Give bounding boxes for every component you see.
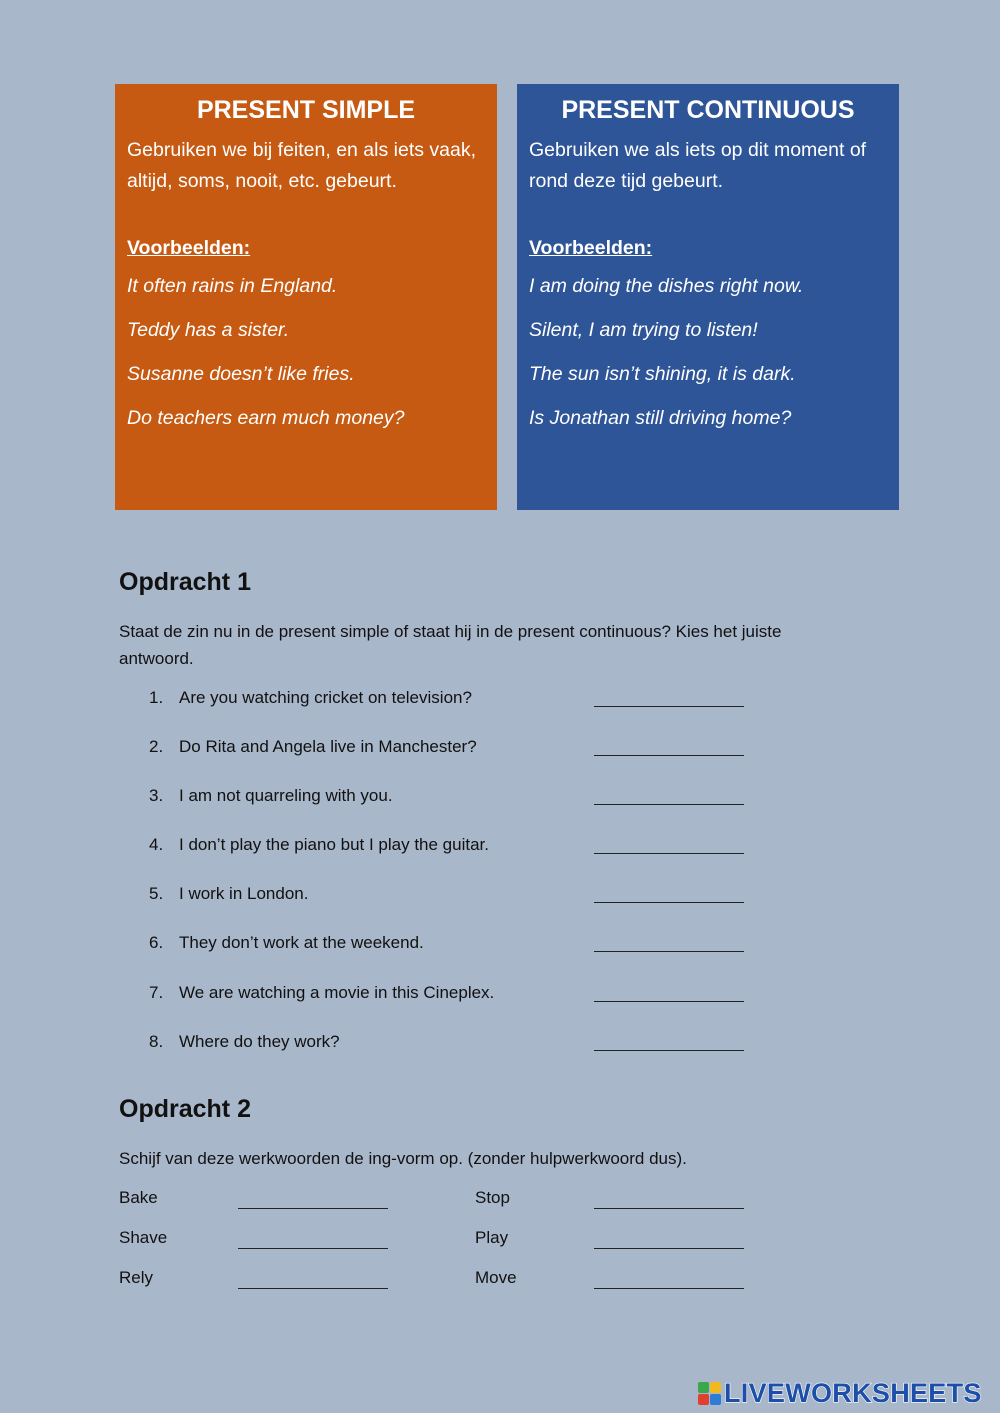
logo-square-green: [698, 1382, 709, 1393]
question-number: 7.: [149, 983, 164, 1002]
present-simple-box: [115, 84, 497, 510]
question-text: Are you watching cricket on television?: [179, 688, 472, 707]
answer-blank[interactable]: [594, 737, 744, 756]
present-continuous-description: Gebruiken we als iets op dit moment of rond deze tijd gebeurt.: [529, 139, 867, 192]
question-row: [149, 688, 749, 714]
present-continuous-example: Silent, I am trying to listen!: [529, 319, 758, 341]
verb-answer-blank[interactable]: [238, 1230, 388, 1249]
liveworksheets-logo: [698, 1376, 994, 1410]
verb-label: Bake: [119, 1188, 158, 1207]
present-simple-example: Do teachers earn much money?: [127, 407, 405, 429]
present-continuous-examples-label: Voorbeelden:: [529, 237, 653, 259]
present-continuous-example: I am doing the dishes right now.: [529, 275, 804, 297]
question-row: [149, 835, 749, 861]
question-number: 5.: [149, 884, 164, 903]
present-continuous-box: [517, 84, 899, 510]
answer-blank[interactable]: [594, 1032, 744, 1051]
question-text: They don’t work at the weekend.: [179, 933, 424, 952]
answer-blank[interactable]: [594, 933, 744, 952]
present-simple-example: Susanne doesn’t like fries.: [127, 363, 355, 385]
answer-blank[interactable]: [594, 786, 744, 805]
question-number: 6.: [149, 933, 164, 952]
answer-blank[interactable]: [594, 835, 744, 854]
question-row: [149, 884, 749, 910]
verb-answer-blank[interactable]: [594, 1190, 744, 1209]
question-text: Where do they work?: [179, 1032, 340, 1051]
question-number: 8.: [149, 1032, 164, 1051]
present-simple-examples-label: Voorbeelden:: [127, 237, 251, 259]
question-number: 1.: [149, 688, 164, 707]
verb-answer-blank[interactable]: [238, 1190, 388, 1209]
present-simple-description: Gebruiken we bij feiten, en als iets vaak, altijd, soms, nooit, etc. gebeurt.: [127, 139, 477, 192]
question-row: [149, 933, 749, 959]
verb-label: Play: [475, 1228, 509, 1247]
verb-answer-blank[interactable]: [594, 1270, 744, 1289]
question-row: [149, 983, 749, 1009]
answer-blank[interactable]: [594, 983, 744, 1002]
present-continuous-example: The sun isn’t shining, it is dark.: [529, 363, 796, 385]
question-row: [149, 737, 749, 763]
question-text: I don’t play the piano but I play the guitar.: [179, 835, 489, 854]
verb-label: Move: [475, 1268, 517, 1287]
verb-answer-blank[interactable]: [238, 1270, 388, 1289]
verb-label: Stop: [475, 1188, 510, 1207]
answer-blank[interactable]: [594, 688, 744, 707]
present-simple-example: It often rains in England.: [127, 275, 338, 297]
present-continuous-title: PRESENT CONTINUOUS: [561, 96, 855, 124]
present-continuous-example: Is Jonathan still driving home?: [529, 407, 792, 429]
verb-label: Rely: [119, 1268, 154, 1287]
verb-answer-blank[interactable]: [594, 1230, 744, 1249]
logo-icon: [698, 1382, 721, 1405]
question-number: 4.: [149, 835, 164, 854]
logo-square-blue: [710, 1394, 721, 1405]
question-row: [149, 786, 749, 812]
logo-square-red: [698, 1394, 709, 1405]
opdracht1-heading: Opdracht 1: [119, 568, 251, 596]
logo-text: LIVEWORKSHEETS: [724, 1377, 982, 1408]
verb-label: Shave: [119, 1228, 168, 1247]
question-number: 3.: [149, 786, 164, 805]
logo-square-yellow: [710, 1382, 721, 1393]
opdracht1-instruction: Staat de zin nu in de present simple of staat hij in de present continuous? Kies het juiste antwoord.: [119, 622, 782, 668]
opdracht2-instruction: Schijf van deze werkwoorden de ing-vorm op. (zonder hulpwerkwoord dus).: [119, 1149, 687, 1168]
question-row: [149, 1032, 749, 1058]
opdracht2-heading: Opdracht 2: [119, 1095, 251, 1123]
present-simple-title: PRESENT SIMPLE: [196, 96, 416, 124]
present-simple-example: Teddy has a sister.: [127, 319, 290, 341]
question-text: We are watching a movie in this Cineplex.: [179, 983, 495, 1002]
question-number: 2.: [149, 737, 164, 756]
question-text: Do Rita and Angela live in Manchester?: [179, 737, 477, 756]
question-text: I am not quarreling with you.: [179, 786, 393, 805]
question-text: I work in London.: [179, 884, 309, 903]
answer-blank[interactable]: [594, 884, 744, 903]
